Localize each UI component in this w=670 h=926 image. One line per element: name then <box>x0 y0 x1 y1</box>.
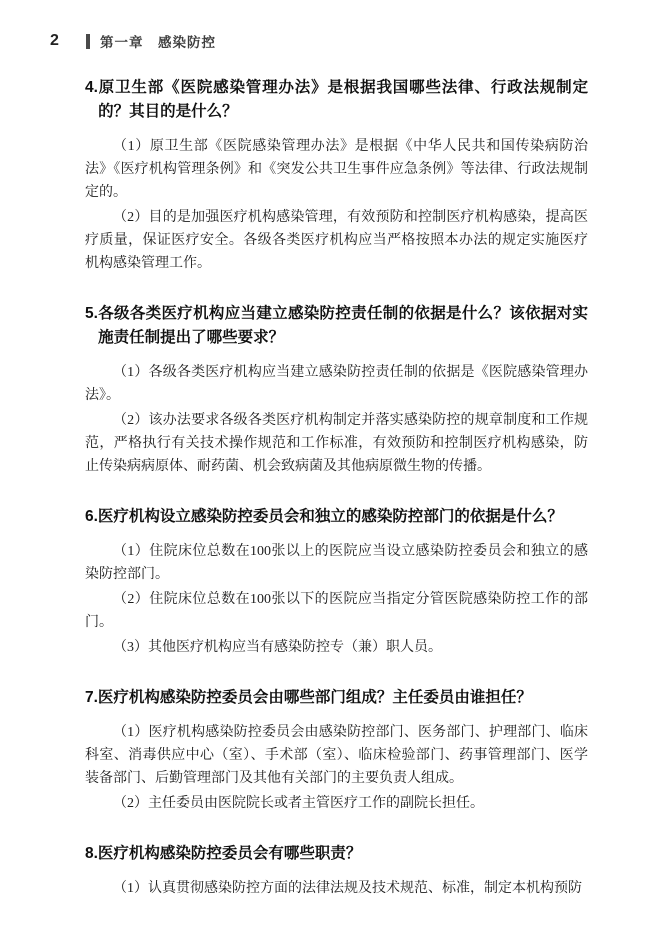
question-heading: 8.医疗机构感染防控委员会有哪些职责？ <box>85 845 362 862</box>
question-heading: 7.医疗机构感染防控委员会由哪些部门组成？主任委员由谁担任？ <box>85 689 532 706</box>
page-header <box>0 0 670 52</box>
answer-paragraph: （2）住院床位总数在100张以下的医院应当指定分管医院感染防控工作的部门。 <box>85 592 588 630</box>
answer-paragraph: （1）原卫生部《医院感染管理办法》是根据《中华人民共和国传染病防治法》《医疗机构管理条例》和《突发公共卫生事件应急条例》等法律、行政法规制定的。 <box>85 139 588 200</box>
question-heading: 4.原卫生部《医院感染管理办法》是根据我国哪些法律、行政法规制定的？其目的是什么？ <box>85 79 588 120</box>
qa-section-5 <box>85 302 588 478</box>
question-heading: 5.各级各类医疗机构应当建立感染防控责任制的依据是什么？该依据对实施责任制提出了哪些要求？ <box>85 305 588 346</box>
page-content <box>0 52 670 900</box>
answer-paragraph: （2）主任委员由医院院长或者主管医疗工作的副院长担任。 <box>113 796 484 811</box>
chapter-title: 第一章 感染防控 <box>100 35 216 50</box>
answer-paragraph: （1）医疗机构感染防控委员会由感染防控部门、医务部门、护理部门、临床科室、消毒供应中心（室）、手术部（室）、临床检验部门、药事管理部门、医学装备部门、后勤管理部门及其他有关部门的主要负责人组成。 <box>85 725 588 786</box>
answer-paragraph: （2）目的是加强医疗机构感染管理，有效预防和控制医疗机构感染，提高医疗质量，保证医疗安全。各级各类医疗机构应当严格按照本办法的规定实施医疗机构感染管理工作。 <box>85 210 588 271</box>
answer-paragraph: （1）各级各类医疗机构应当建立感染防控责任制的依据是《医院感染管理办法》。 <box>85 365 588 403</box>
answer-paragraph: （1）住院床位总数在100张以上的医院应当设立感染防控委员会和独立的感染防控部门。 <box>85 544 588 582</box>
answer-paragraph: （2）该办法要求各级各类医疗机构制定并落实感染防控的规章制度和工作规范，严格执行有关技术操作规范和工作标准，有效预防和控制医疗机构感染，防止传染病病原体、耐药菌、机会致病菌及其他病原微生物的传播。 <box>85 413 588 474</box>
qa-section-6 <box>85 505 588 659</box>
qa-section-4 <box>85 76 588 275</box>
qa-section-7 <box>85 686 588 815</box>
qa-section-8 <box>85 842 588 900</box>
page-number: 2 <box>50 32 59 49</box>
question-heading: 6.医疗机构设立感染防控委员会和独立的感染防控部门的依据是什么？ <box>85 508 563 525</box>
header-divider <box>86 34 90 49</box>
answer-paragraph: （1）认真贯彻感染防控方面的法律法规及技术规范、标准，制定本机构预防 <box>113 881 582 896</box>
answer-paragraph: （3）其他医疗机构应当有感染防控专（兼）职人员。 <box>113 640 442 655</box>
